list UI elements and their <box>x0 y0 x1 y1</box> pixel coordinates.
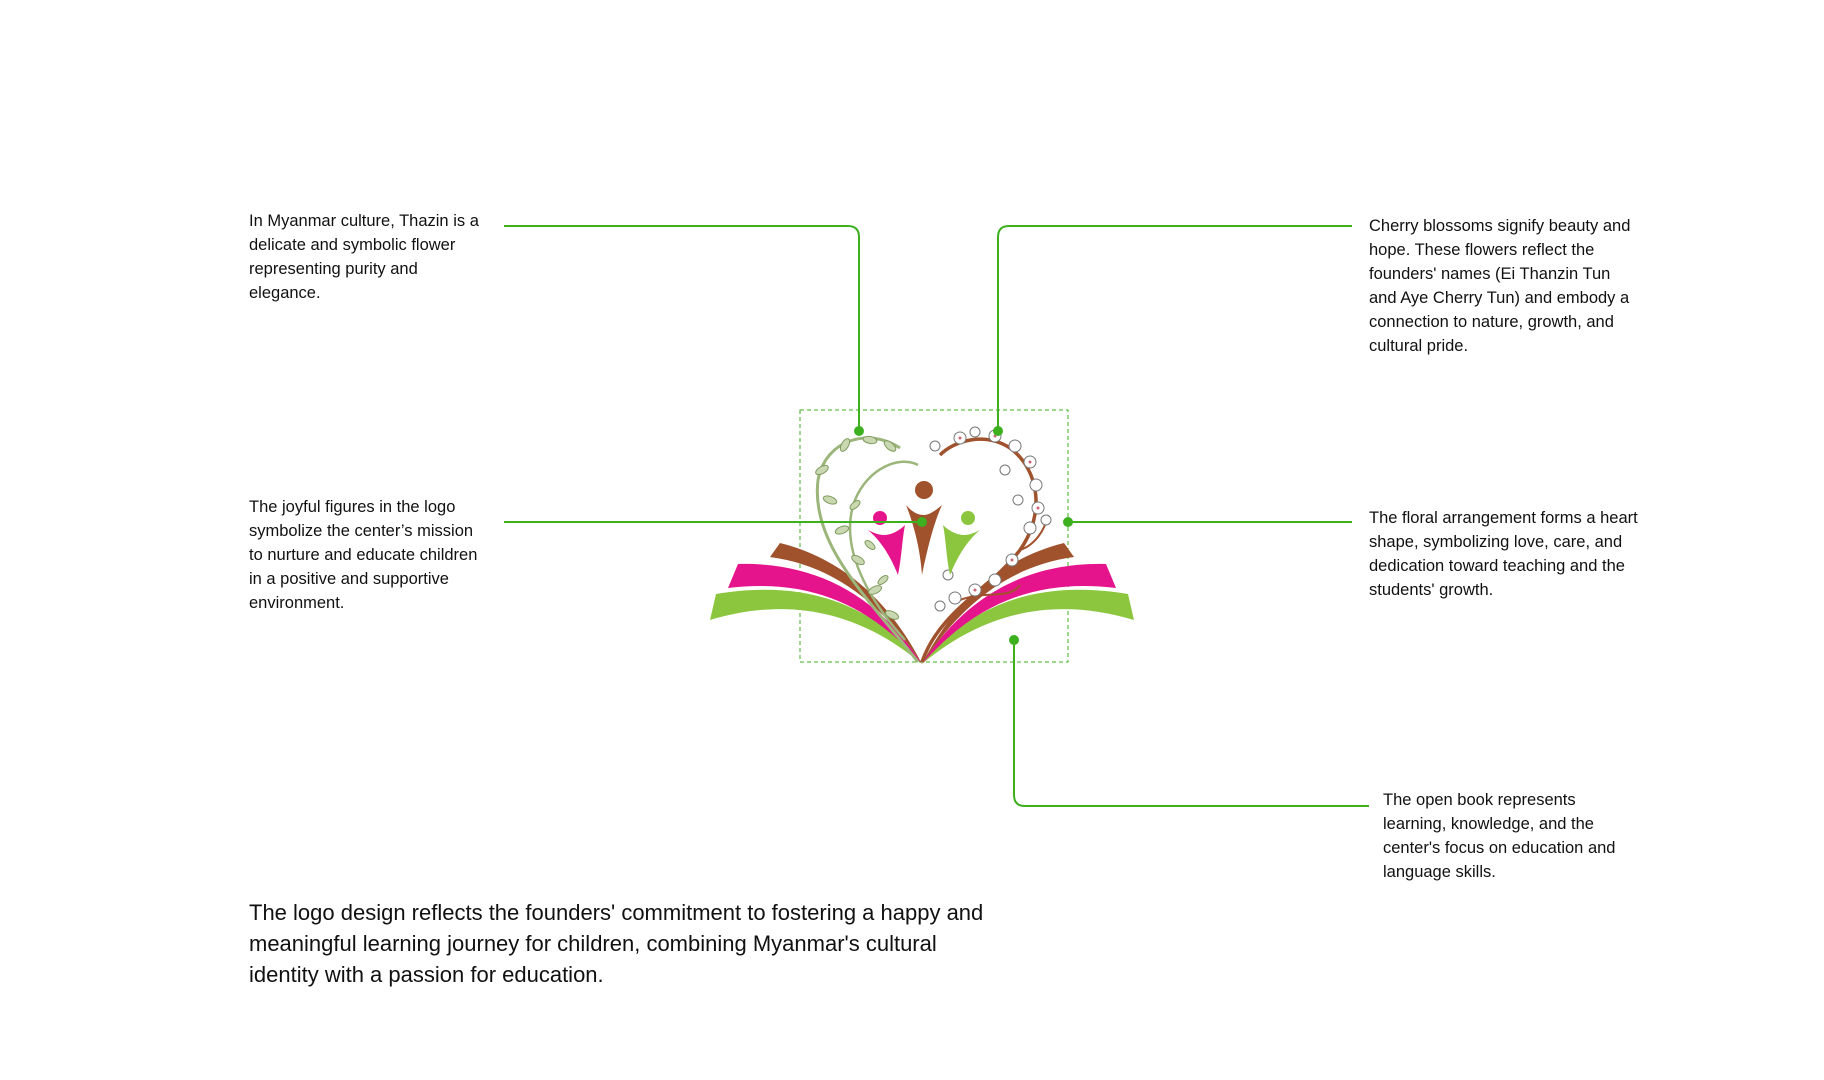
annotation-cherry-blossom: Cherry blossoms signify beauty and hope. These flowers reflect the founders' names (Ei Thanzin Tun and Aye Cherry Tun) and embody a connection to nature, growth, and cultural pride. <box>1369 217 1631 355</box>
joyful-figures-icon <box>868 481 980 575</box>
annotation-open-book: The open book represents learning, knowledge, and the center's focus on education and language skills. <box>1383 791 1616 881</box>
cherry-blossom-icon <box>922 427 1051 662</box>
annotation-thazin: In Myanmar culture, Thazin is a delicate and symbolic flower representing purity and elegance. <box>249 212 479 302</box>
dot-heart <box>1063 517 1073 527</box>
leader-book <box>1014 640 1369 806</box>
leader-thazin <box>504 226 859 431</box>
summary-text: The logo design reflects the founders' commitment to fostering a happy and meaningful learning journey for children, combining Myanmar's cultural identity with a passion for education. <box>249 900 984 987</box>
dot-figures <box>917 517 927 527</box>
dot-cherry <box>993 426 1003 436</box>
annotation-heart-shape: The floral arrangement forms a heart shape, symbolizing love, care, and dedication toward teaching and the students' growth. <box>1369 509 1638 599</box>
leader-cherry <box>998 226 1352 431</box>
thazin-vine-icon <box>814 435 918 662</box>
annotation-figures: The joyful figures in the logo symbolize the center’s mission to nurture and educate children in a positive and supportive environment. <box>249 498 478 612</box>
dot-thazin <box>854 426 864 436</box>
dot-book <box>1009 635 1019 645</box>
